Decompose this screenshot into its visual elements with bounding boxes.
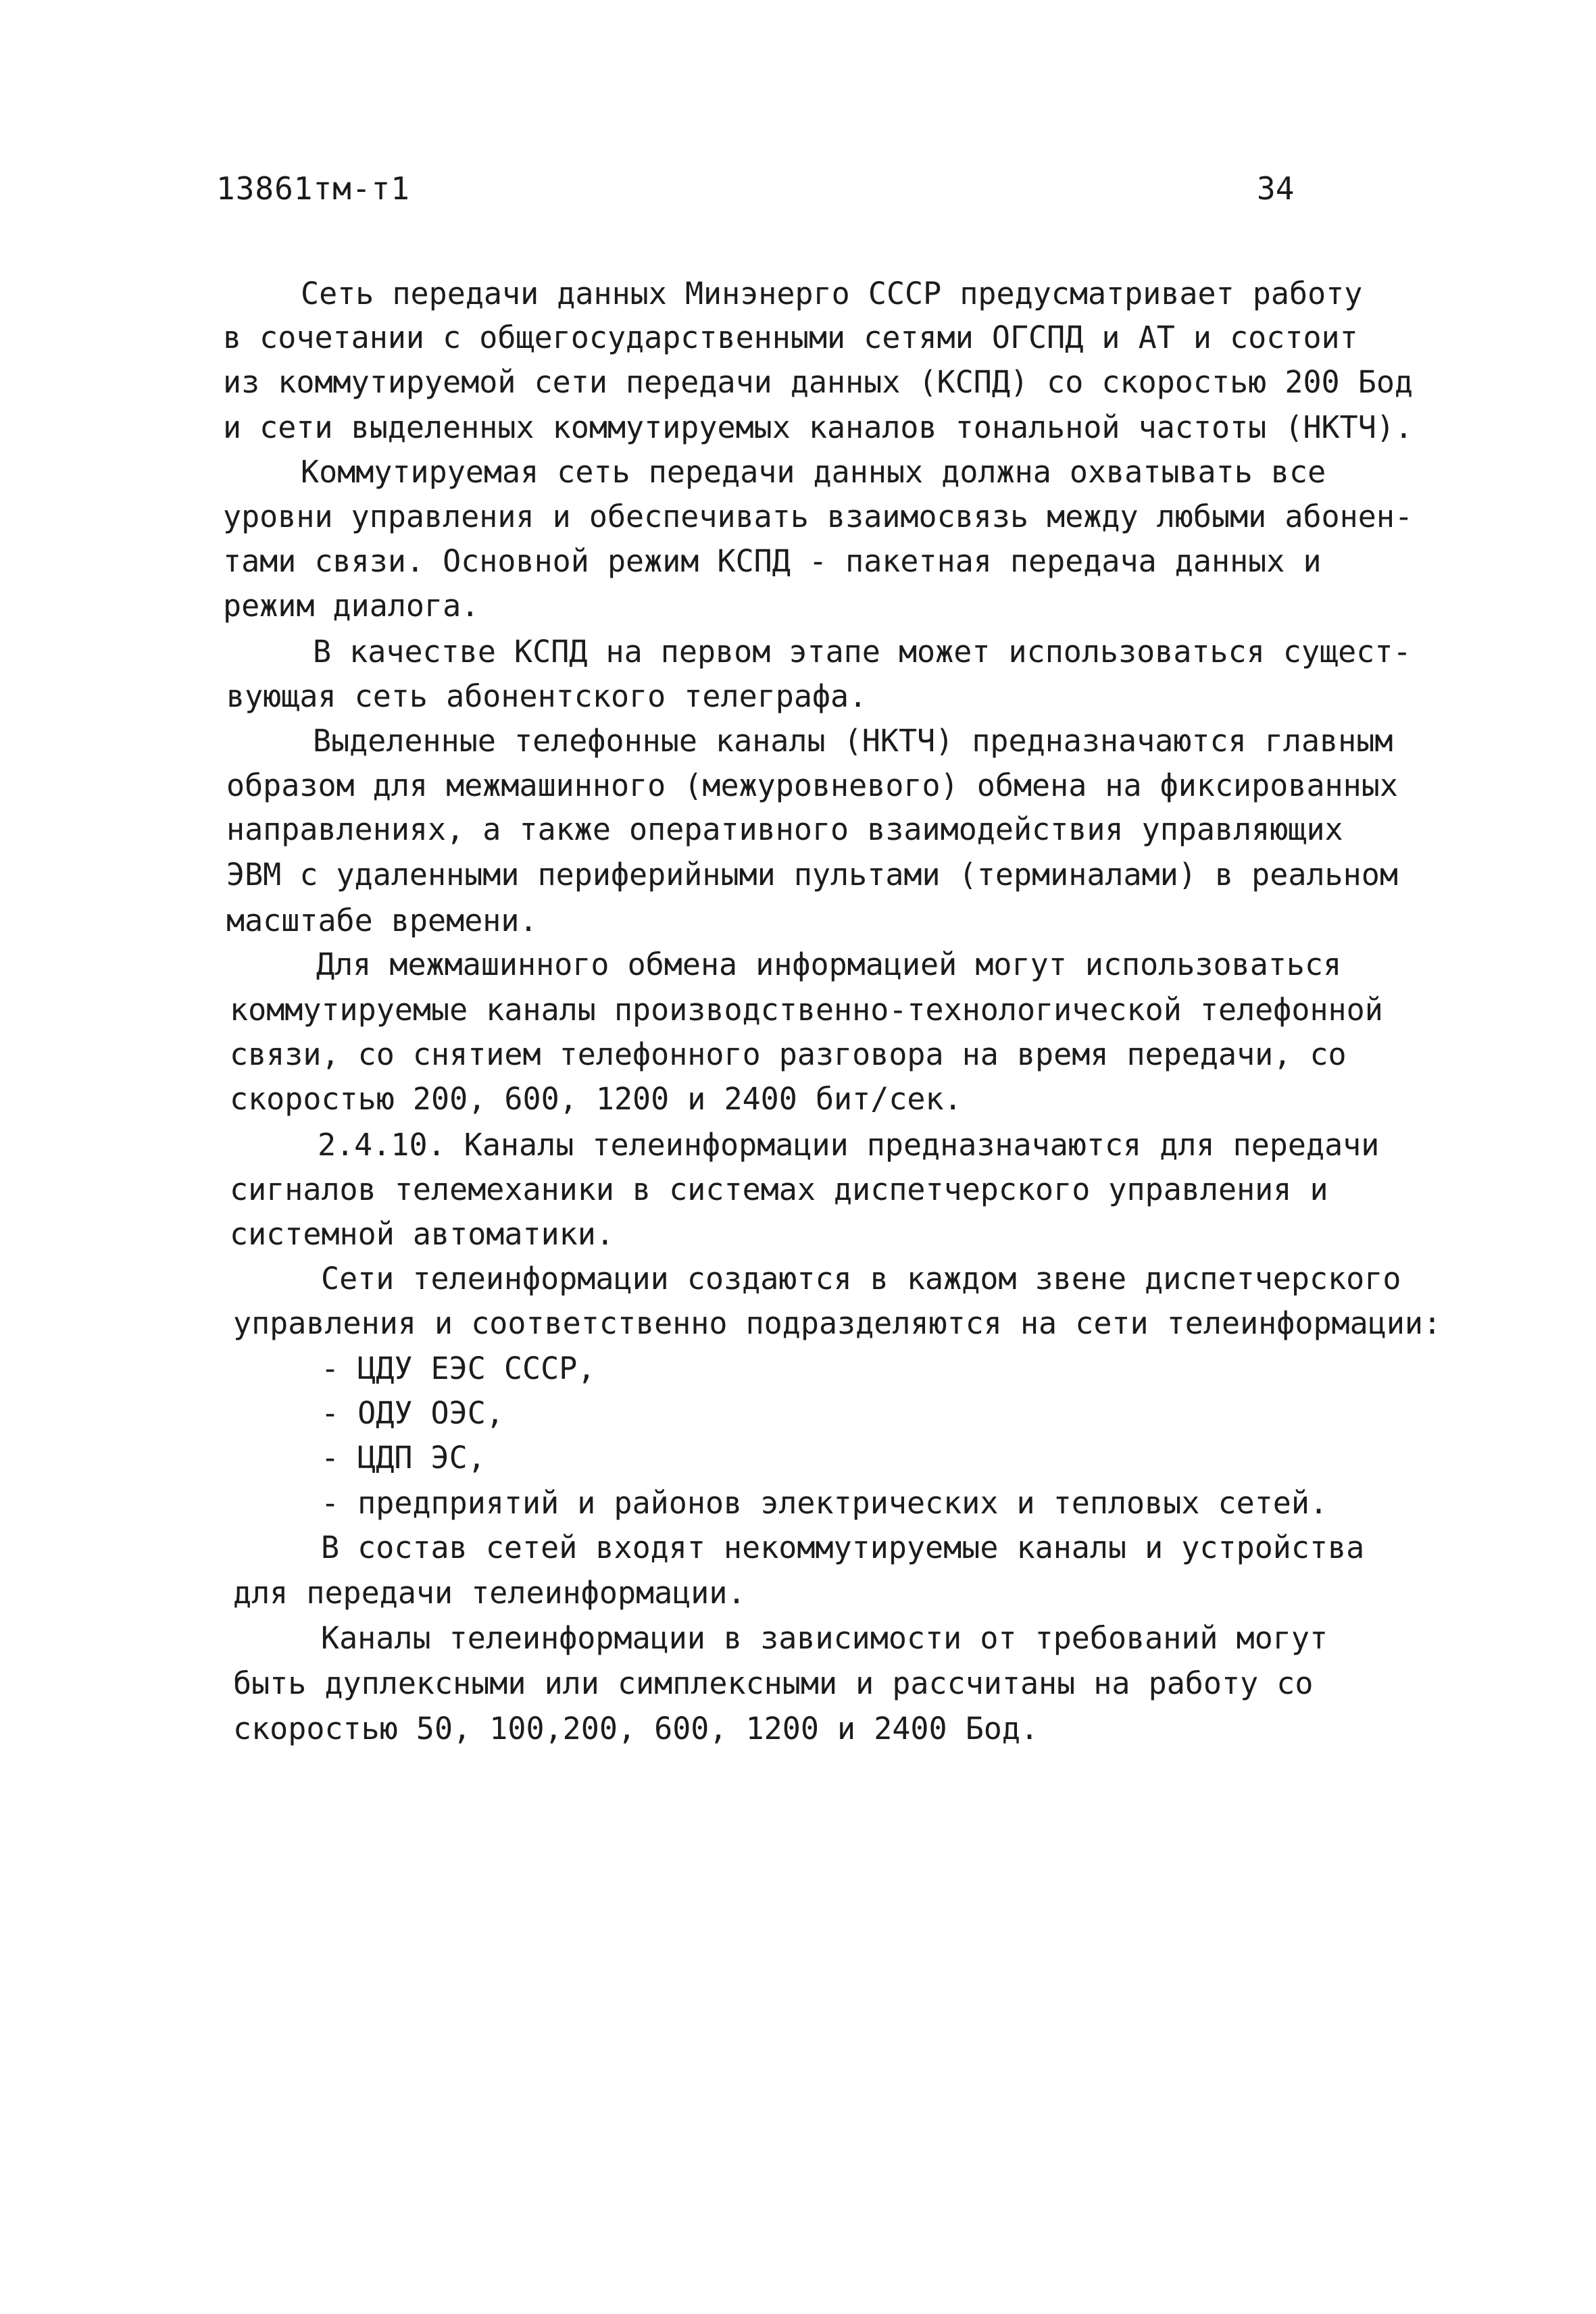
- text-line: 2.4.10. Каналы телеинформации предназначаются для передачи: [318, 1127, 1380, 1163]
- text-line: Каналы телеинформации в зависимости от требований могут: [321, 1620, 1328, 1656]
- document-code: 13861тм-т1: [216, 170, 410, 207]
- text-line: и сети выделенных коммутируемых каналов тональной частоты (НКТЧ).: [223, 409, 1413, 445]
- text-line: Сеть передачи данных Минэнерго СССР предусматривает работу: [301, 276, 1363, 311]
- text-line: из коммутируемой сети передачи данных (КСПД) со скоростью 200 Бод: [223, 364, 1413, 400]
- text-line: Для межмашинного обмена информацией могут использоваться: [316, 947, 1342, 982]
- text-line: коммутируемые каналы производственно-технологической телефонной: [230, 992, 1383, 1028]
- text-line: в сочетании с общегосударственными сетями ОГСПД и АТ и состоит: [223, 320, 1358, 355]
- list-item: - ЦДУ ЕЭС СССР,: [321, 1351, 596, 1386]
- text-line: скоростью 50, 100,200, 600, 1200 и 2400 Бод.: [233, 1711, 1039, 1746]
- list-item: - ЦДП ЭС,: [321, 1440, 486, 1476]
- text-line: вующая сеть абонентского телеграфа.: [226, 678, 868, 714]
- text-line: тами связи. Основной режим КСПД - пакетная передача данных и: [223, 543, 1322, 579]
- text-line: связи, со снятием телефонного разговора на время передачи, со: [230, 1036, 1347, 1072]
- list-item: - предприятий и районов электрических и тепловых сетей.: [321, 1485, 1328, 1521]
- text-line: режим диалога.: [223, 588, 480, 624]
- text-line: Коммутируемая сеть передачи данных должна охватывать все: [301, 454, 1326, 490]
- text-line: системной автоматики.: [230, 1216, 614, 1252]
- page-number: 34: [1257, 170, 1295, 207]
- text-line: быть дуплексными или симплексными и рассчитаны на работу со: [233, 1665, 1314, 1701]
- text-line: для передачи телеинформации.: [233, 1575, 746, 1611]
- text-line: Сети телеинформации создаются в каждом звене диспетчерского: [321, 1261, 1401, 1297]
- text-line: уровни управления и обеспечивать взаимосвязь между любыми абонен-: [223, 499, 1413, 534]
- text-line: сигналов телемеханики в системах диспетчерского управления и: [230, 1172, 1328, 1207]
- text-line: ЭВМ с удаленными периферийными пультами (терминалами) в реальном: [226, 857, 1398, 892]
- text-line: направлениях, а также оперативного взаимодействия управляющих: [226, 811, 1343, 847]
- list-item: - ОДУ ОЭС,: [321, 1395, 504, 1431]
- text-line: В состав сетей входят некоммутируемые каналы и устройства: [321, 1530, 1365, 1565]
- text-line: масштабе времени.: [226, 903, 538, 938]
- text-line: образом для межмашинного (межуровневого) обмена на фиксированных: [226, 768, 1398, 803]
- text-line: управления и соответственно подразделяются на сети телеинформации:: [233, 1305, 1442, 1341]
- text-line: В качестве КСПД на первом этапе может использоваться сущест-: [313, 634, 1412, 670]
- text-line: Выделенные телефонные каналы (НКТЧ) предназначаются главным: [313, 723, 1393, 759]
- text-line: скоростью 200, 600, 1200 и 2400 бит/сек.: [230, 1081, 962, 1117]
